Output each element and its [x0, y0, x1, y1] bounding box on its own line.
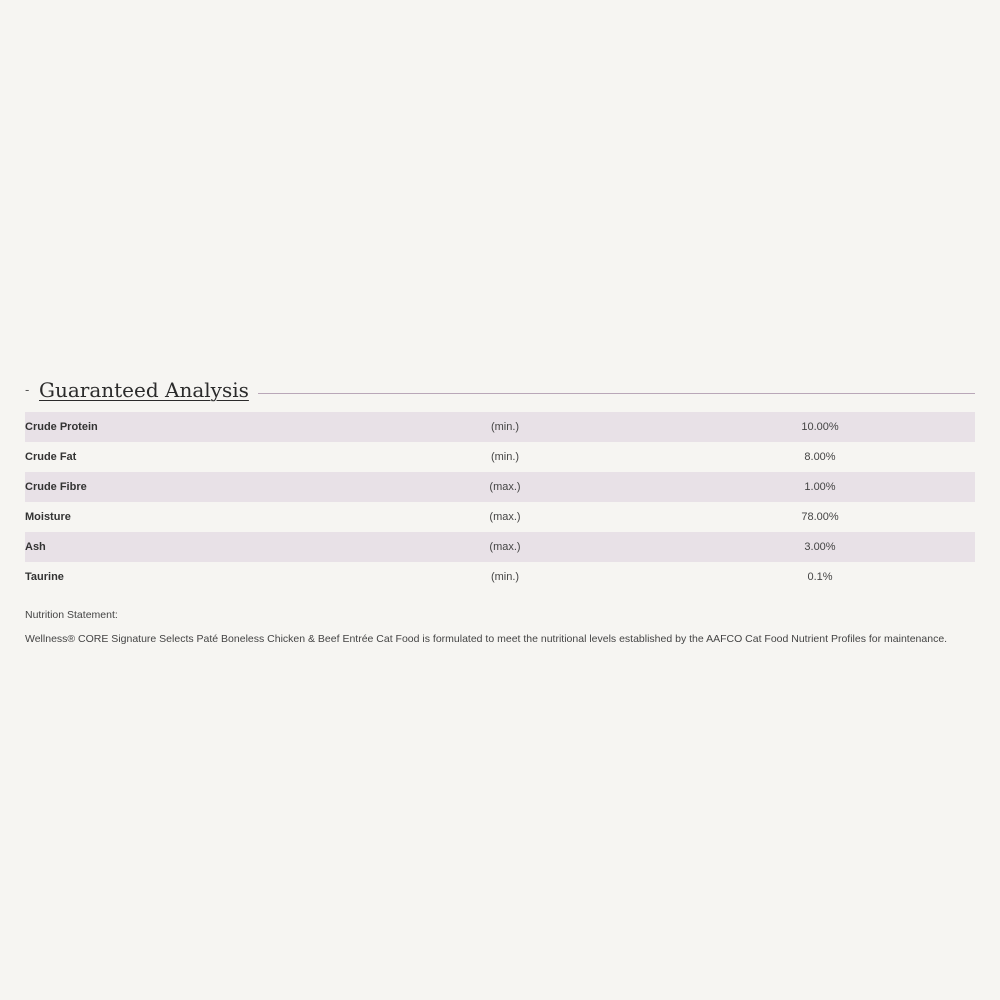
nutrient-qualifier: (max.)	[489, 541, 521, 553]
table-row	[25, 532, 975, 562]
nutrient-name: Crude Protein	[25, 421, 98, 433]
table-row	[25, 562, 975, 592]
nutrient-name: Crude Fat	[25, 451, 77, 463]
nutrient-value: 78.00%	[801, 511, 839, 523]
table-row	[25, 502, 975, 532]
nutrient-name: Taurine	[25, 571, 64, 583]
nutrient-qualifier: (min.)	[490, 571, 520, 583]
nutrient-value: 1.00%	[804, 481, 836, 493]
header-divider	[258, 393, 975, 394]
table-row	[25, 472, 975, 502]
analysis-table	[25, 412, 975, 592]
section-title[interactable]: Guaranteed Analysis	[39, 378, 249, 402]
nutrient-name: Crude Fibre	[25, 481, 87, 493]
guaranteed-analysis-section	[25, 374, 975, 645]
nutrition-statement-label: Nutrition Statement:	[25, 609, 118, 621]
nutrient-value: 3.00%	[804, 541, 836, 553]
nutrient-value: 0.1%	[807, 571, 833, 583]
nutrition-statement-text: Wellness® CORE Signature Selects Paté Boneless Chicken & Beef Entrée Cat Food is formulated to meet the nutritional levels established by the AAFCO Cat Food Nutrient Profiles for maintenance.	[25, 633, 948, 645]
nutrient-qualifier: (min.)	[490, 451, 520, 463]
table-row	[25, 412, 975, 442]
nutrient-value: 10.00%	[801, 421, 839, 433]
nutrient-qualifier: (min.)	[490, 421, 520, 433]
nutrient-qualifier: (max.)	[489, 511, 521, 523]
nutrient-qualifier: (max.)	[489, 481, 521, 493]
nutrient-name: Moisture	[25, 511, 71, 523]
section-header[interactable]	[25, 374, 975, 412]
collapse-toggle-icon[interactable]: -	[25, 382, 30, 397]
nutrient-name: Ash	[25, 541, 46, 553]
table-row	[25, 442, 975, 472]
nutrient-value: 8.00%	[804, 451, 836, 463]
